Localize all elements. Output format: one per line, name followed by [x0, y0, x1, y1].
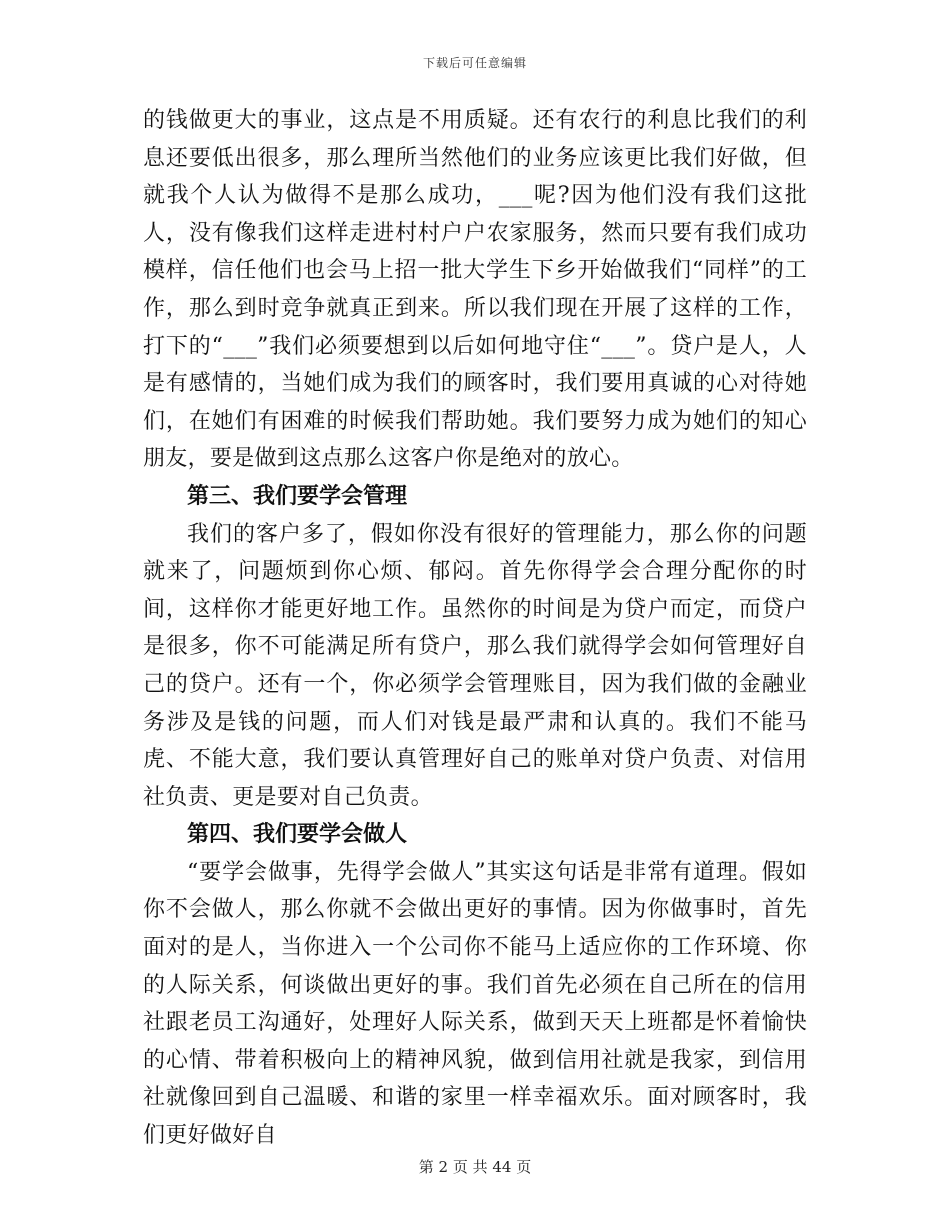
- page-footer: 第 2 页 共 44 页: [418, 1158, 532, 1176]
- document-body: [143, 102, 807, 1155]
- paragraph-continuation: 的钱做更大的事业，这点是不用质疑。还有农行的利息比我们的利息还要低出很多，那么理所当然他们的业务应该更比我们好做，但就我个人认为做得不是那么成功，___呢?因为他们没有我们这批人，没有像我们这样走进村村户户农家服务，然而只要有我们成功模样，信任他们也会马上招一批大学生下乡开始做我们“同样”的工作，那么到时竞争就真正到来。所以我们现在开展了这样的工作，打下的“___”我们必须要想到以后如何地守住“___”。贷户是人，人是有感情的，当她们成为我们的顾客时，我们要用真诚的心对待她们，在她们有困难的时候我们帮助她。我们要努力成为她们的知心朋友，要是做到这点那么这客户你是绝对的放心。: [143, 108, 807, 472]
- paragraph-conduct: “要学会做事，先得学会做人”其实这句话是非常有道理。假如你不会做人，那么你就不会做出更好的事情。因为你做事时，首先面对的是人，当你进入一个公司你不能马上适应你的工作环境、你的人际关系，何谈做出更好的事。我们首先必须在自己所在的信用社跟老员工沟通好，处理好人际关系，做到天天上班都是怀着愉快的心情、带着积极向上的精神风貌，做到信用社就是我家，到信用社就像回到自己温暖、和谐的家里一样幸福欢乐。面对顾客时，我们更好做好自: [143, 859, 807, 1149]
- paragraph-management: 我们的客户多了，假如你没有很好的管理能力，那么你的问题就来了，问题烦到你心烦、郁闷。首先你得学会合理分配你的时间，这样你才能更好地工作。虽然你的时间是为贷户而定，而贷户是很多，你不可能满足所有贷户，那么我们就得学会如何管理好自己的贷户。还有一个，你必须学会管理账目，因为我们做的金融业务涉及是钱的问题，而人们对钱是最严肃和认真的。我们不能马虎、不能大意，我们要认真管理好自己的账单对贷户负责、对信用社负责、更是要对自己负责。: [143, 521, 807, 810]
- section-heading-4: 第四、我们要学会做人: [187, 822, 408, 848]
- page-header: 下载后可任意编辑: [422, 56, 527, 70]
- section-heading-3: 第三、我们要学会管理: [187, 483, 408, 509]
